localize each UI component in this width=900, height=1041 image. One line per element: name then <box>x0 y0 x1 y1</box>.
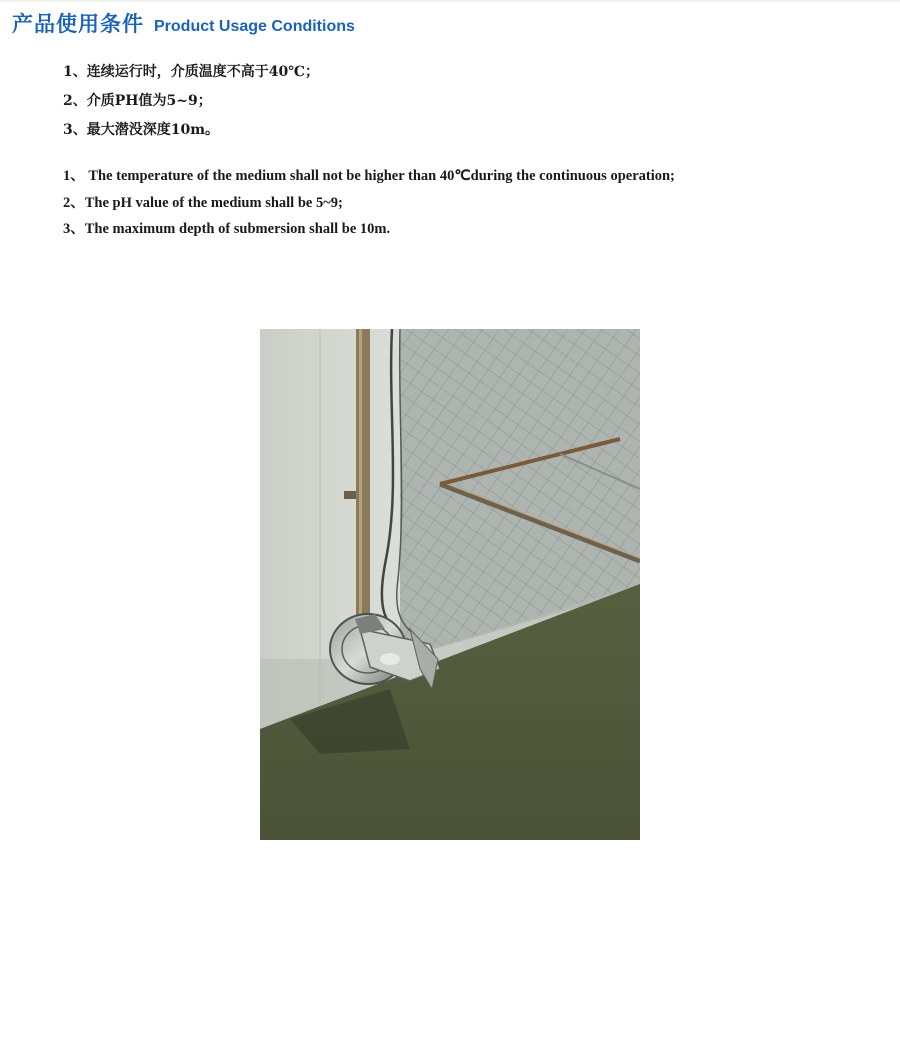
section-title-chinese: 产品使用条件 <box>12 12 144 36</box>
submersible-mixer-photo <box>260 329 640 840</box>
condition-item-en: 1、 The temperature of the medium shall not be higher than 40℃during the continuous operation; <box>63 168 675 184</box>
condition-item-cn: 2、介质PH值为5~9； <box>63 93 212 109</box>
top-divider <box>0 0 900 2</box>
pipe-clamp <box>344 491 356 499</box>
vertical-pipe-highlight <box>359 329 362 619</box>
section-title-english: Product Usage Conditions <box>154 18 355 35</box>
conditions-list-english <box>63 166 675 246</box>
section-header <box>12 8 355 38</box>
vertical-pipe <box>356 329 370 619</box>
condition-item-en: 3、The maximum depth of submersion shall be 10m. <box>63 221 391 237</box>
condition-item-en: 2、The pH value of the medium shall be 5~9; <box>63 194 343 211</box>
condition-item-cn: 3、最大潜没深度10m。 <box>63 122 220 138</box>
condition-item-cn: 1、连续运行时，介质温度不高于40℃； <box>63 64 319 80</box>
conditions-list-chinese <box>63 62 319 149</box>
